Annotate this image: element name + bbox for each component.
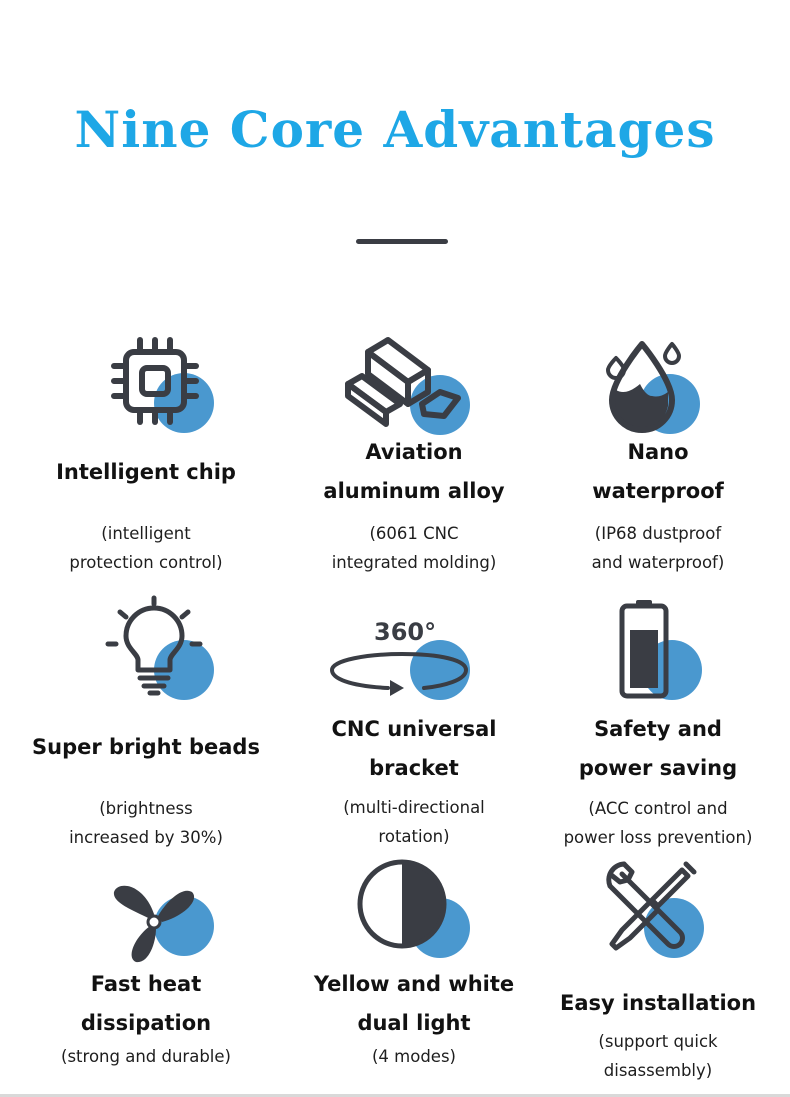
advantage-name: Safety and power saving xyxy=(578,717,738,780)
advantage-description: (6061 CNC integrated molding) xyxy=(331,524,497,572)
aluminum-ingots-icon xyxy=(340,332,480,442)
advantage-aviation-aluminum xyxy=(282,330,546,590)
chip-icon xyxy=(104,330,224,440)
advantage-description: (intelligent protection control) xyxy=(69,524,223,572)
advantage-name: Easy installation xyxy=(559,991,757,1015)
light-bulb-icon xyxy=(104,598,224,708)
advantage-fast-heat-dissipation xyxy=(14,856,278,1086)
page-title: Nine Core Advantages xyxy=(74,100,716,159)
advantage-name: Aviation aluminum alloy xyxy=(323,440,505,503)
advantage-super-bright-beads xyxy=(14,596,278,856)
advantage-description: (brightness increased by 30%) xyxy=(69,799,223,847)
svg-text:360°: 360° xyxy=(374,618,437,646)
half-circle-icon xyxy=(354,856,474,956)
advantage-description: (ACC control and power loss prevention) xyxy=(563,799,753,847)
advantage-nano-waterproof xyxy=(526,330,790,590)
battery-icon xyxy=(616,600,716,710)
advantage-description: (multi-directional rotation) xyxy=(343,798,485,846)
advantage-description: (support quick disassembly) xyxy=(598,1032,718,1080)
advantage-name: Yellow and white dual light xyxy=(313,972,515,1035)
advantage-name: Intelligent chip xyxy=(56,460,236,484)
advantage-name: Nano waterproof xyxy=(592,440,724,503)
fan-icon xyxy=(108,878,218,968)
advantage-cnc-bracket xyxy=(282,596,546,856)
advantage-description: (4 modes) xyxy=(371,1047,456,1066)
advantage-dual-light xyxy=(282,856,546,1086)
advantage-description: (strong and durable) xyxy=(61,1047,231,1066)
wrench-screwdriver-icon xyxy=(602,860,712,960)
advantage-name: Fast heat dissipation xyxy=(80,972,212,1035)
advantage-safety-power-saving xyxy=(526,596,790,856)
advantage-description: (IP68 dustproof and waterproof) xyxy=(591,524,725,572)
title-divider xyxy=(356,239,448,244)
advantage-name: CNC universal bracket xyxy=(331,717,497,780)
advantage-name: Super bright beads xyxy=(32,735,260,759)
advantage-intelligent-chip xyxy=(14,330,278,590)
water-drop-icon xyxy=(602,334,712,444)
rotation-360-icon xyxy=(328,610,478,710)
advantage-easy-installation xyxy=(526,856,790,1086)
